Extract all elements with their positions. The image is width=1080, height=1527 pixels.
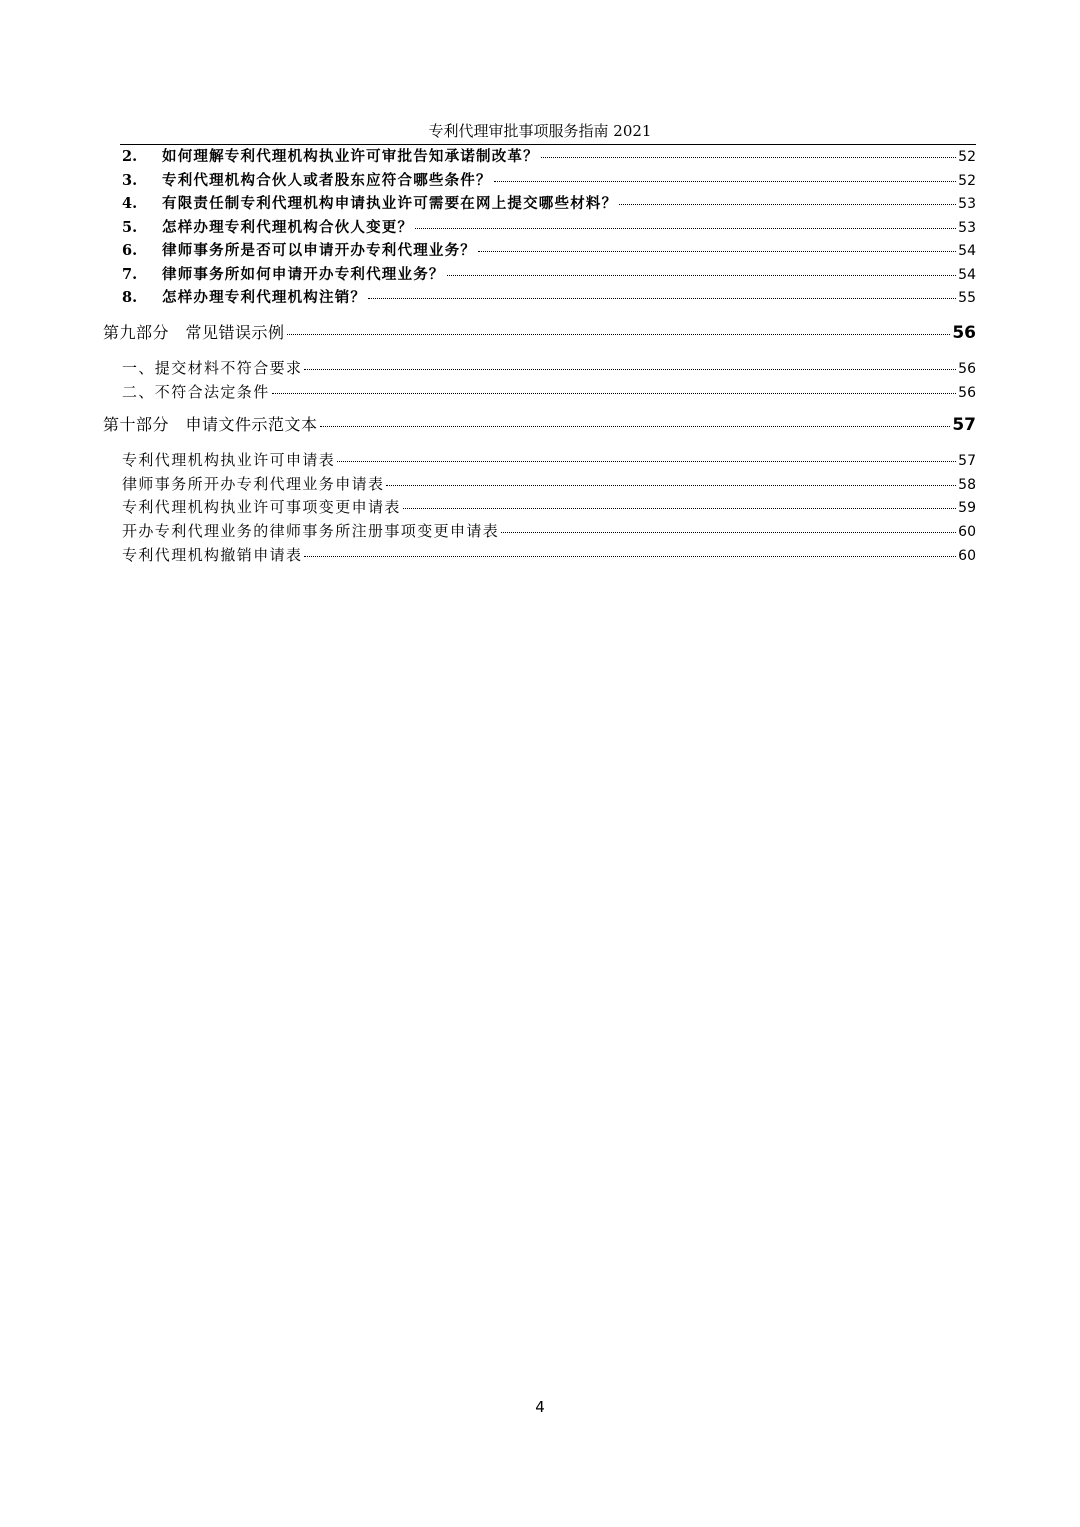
- running-header: 专利代理审批事项服务指南 2021: [428, 122, 652, 140]
- toc-section[interactable]: [122, 381, 976, 403]
- toc-section-page: 59: [958, 500, 976, 516]
- dot-leader: [494, 181, 956, 182]
- toc-entry[interactable]: [120, 287, 976, 309]
- toc-entry-label: 律师事务所如何申请开办专利代理业务？: [162, 266, 445, 283]
- toc-section[interactable]: [122, 449, 976, 471]
- dot-leader: [304, 556, 956, 557]
- toc-entry-label: 如何理解专利代理机构执业许可审批告知承诺制改革？: [162, 148, 539, 165]
- toc-part-label: 第十部分 申请文件示范文本: [103, 415, 318, 434]
- toc-section-label: 律师事务所开办专利代理业务申请表: [122, 475, 385, 493]
- toc-entry-number: 4.: [122, 195, 138, 212]
- dot-leader: [619, 204, 956, 205]
- toc-entry-label: 怎样办理专利代理机构合伙人变更？: [162, 219, 414, 236]
- toc-entry-label: 律师事务所是否可以申请开办专利代理业务？: [162, 242, 476, 259]
- toc-section-page: 60: [958, 524, 976, 540]
- toc-section-label: 二、不符合法定条件: [122, 383, 270, 401]
- toc-entry[interactable]: [120, 170, 976, 192]
- toc-part-page: 57: [952, 415, 976, 435]
- header-rule: [120, 144, 976, 145]
- toc-entry-label: 有限责任制专利代理机构申请执业许可需要在网上提交哪些材料？: [162, 195, 618, 212]
- toc-section-page: 57: [958, 453, 976, 469]
- toc-entry-number: 6.: [122, 242, 138, 259]
- toc-entry-page: 54: [958, 243, 976, 259]
- dot-leader: [337, 461, 956, 462]
- toc-entry-number: 5.: [122, 219, 138, 236]
- toc-section-page: 58: [958, 477, 976, 493]
- toc-entry-page: 55: [958, 290, 976, 306]
- toc-entry-number: 3.: [122, 172, 138, 189]
- toc-entry-page: 53: [958, 196, 976, 212]
- dot-leader: [368, 298, 956, 299]
- toc-entry-number: 2.: [122, 148, 138, 165]
- toc-part-9[interactable]: [103, 320, 976, 346]
- dot-leader: [501, 532, 956, 533]
- toc-part-page: 56: [952, 323, 976, 343]
- toc-entry-page: 53: [958, 220, 976, 236]
- dot-leader: [320, 426, 951, 427]
- toc-entry-label: 怎样办理专利代理机构注销？: [162, 289, 367, 306]
- dot-leader: [415, 228, 956, 229]
- toc-entry[interactable]: [120, 240, 976, 262]
- toc-section-page: 56: [958, 385, 976, 401]
- toc-section[interactable]: [122, 473, 976, 495]
- toc-section-label: 一、提交材料不符合要求: [122, 359, 303, 377]
- toc-part-10[interactable]: [103, 412, 976, 438]
- toc-section-label: 开办专利代理业务的律师事务所注册事项变更申请表: [122, 522, 500, 540]
- page-number: 4: [535, 1398, 545, 1416]
- dot-leader: [287, 334, 951, 335]
- toc-section-label: 专利代理机构撤销申请表: [122, 546, 303, 564]
- toc-section-label: 专利代理机构执业许可事项变更申请表: [122, 498, 401, 516]
- toc-entry-number: 7.: [122, 266, 138, 283]
- toc-entry-label: 专利代理机构合伙人或者股东应符合哪些条件？: [162, 172, 492, 189]
- toc-section[interactable]: [122, 496, 976, 518]
- dot-leader: [304, 369, 956, 370]
- toc-entry[interactable]: [120, 264, 976, 286]
- toc-section-page: 56: [958, 361, 976, 377]
- dot-leader: [447, 275, 957, 276]
- toc-section-page: 60: [958, 548, 976, 564]
- dot-leader: [541, 157, 956, 158]
- toc-entry-number: 8.: [122, 289, 138, 306]
- toc-part-label: 第九部分 常见错误示例: [103, 323, 285, 342]
- toc-entry-page: 54: [958, 267, 976, 283]
- toc-section[interactable]: [122, 357, 976, 379]
- toc-entry[interactable]: [120, 193, 976, 215]
- toc-entry-page: 52: [958, 149, 976, 165]
- dot-leader: [403, 508, 956, 509]
- dot-leader: [272, 393, 957, 394]
- toc-section[interactable]: [122, 544, 976, 566]
- dot-leader: [386, 485, 956, 486]
- toc-section-label: 专利代理机构执业许可申请表: [122, 451, 336, 469]
- toc-entry[interactable]: [120, 217, 976, 239]
- dot-leader: [478, 251, 956, 252]
- toc-section[interactable]: [122, 520, 976, 542]
- toc-entry-page: 52: [958, 173, 976, 189]
- toc-entry[interactable]: [120, 146, 976, 168]
